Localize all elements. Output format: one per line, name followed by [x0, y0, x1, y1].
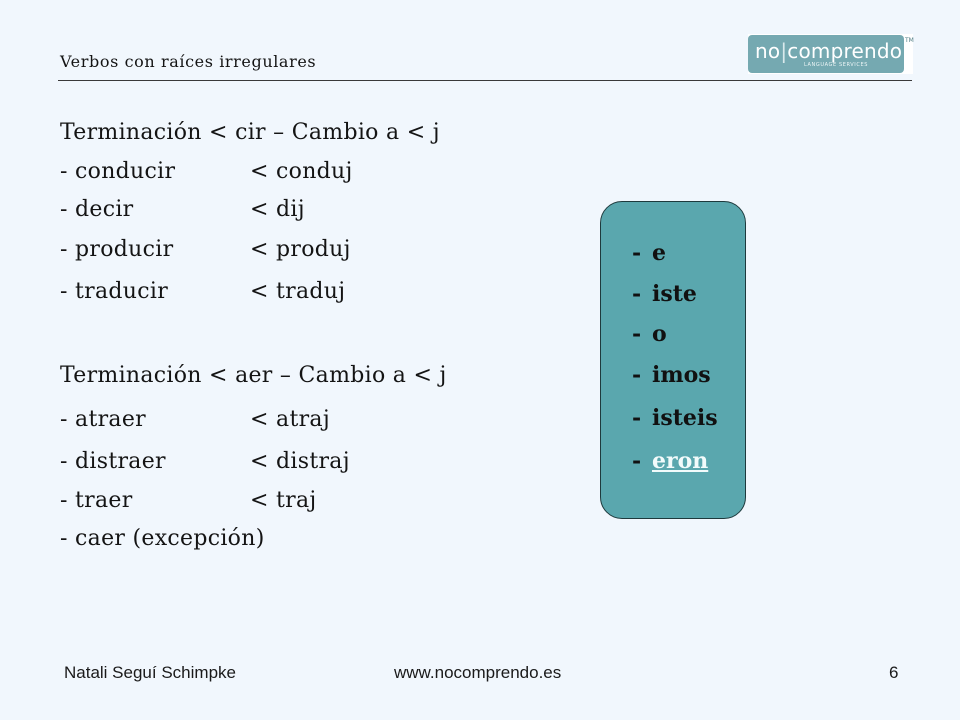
footer-website: www.nocomprendo.es — [394, 663, 562, 682]
verb-infinitive: - conducir — [60, 159, 176, 184]
verb-row — [60, 156, 460, 188]
verb-row — [60, 194, 460, 226]
verb-row — [60, 446, 460, 478]
verb-row — [60, 523, 460, 555]
verb-row — [60, 485, 460, 517]
verb-infinitive: - atraer — [60, 407, 146, 432]
verb-stem: < atraj — [250, 407, 330, 432]
verb-row — [60, 404, 460, 436]
verb-infinitive: - caer (excepción) — [60, 526, 265, 551]
footer-author: Natali Seguí Schimpke — [64, 663, 236, 682]
logo-wordmark: no|comprendo — [755, 39, 903, 63]
verb-stem: < produj — [250, 237, 351, 262]
verb-infinitive: - distraer — [60, 449, 166, 474]
ending-item: - o — [632, 321, 667, 347]
verb-stem: < conduj — [250, 159, 353, 184]
ending-item-link[interactable]: - eron — [632, 448, 709, 474]
logo-trademark: TM — [905, 37, 914, 44]
header-divider — [58, 80, 912, 81]
section-aer-heading: Terminación < aer – Cambio a < j — [60, 363, 447, 388]
verb-infinitive: - traer — [60, 488, 133, 513]
slide-title: Verbos con raíces irregulares — [60, 52, 317, 71]
verb-infinitive: - traducir — [60, 279, 169, 304]
verb-row — [60, 276, 460, 308]
verb-stem: < traj — [250, 488, 317, 513]
section-cir-heading: Terminación < cir – Cambio a < j — [60, 120, 440, 145]
logo-tagline: LANGUAGE SERVICES — [804, 62, 869, 68]
ending-item: - isteis — [632, 405, 718, 431]
verb-infinitive: - producir — [60, 237, 174, 262]
verb-stem: < distraj — [250, 449, 350, 474]
ending-item: - iste — [632, 281, 697, 307]
ending-link-text[interactable]: eron — [652, 448, 709, 474]
brand-logo — [748, 34, 913, 74]
verb-stem: < traduj — [250, 279, 346, 304]
verb-infinitive: - decir — [60, 197, 134, 222]
ending-item: - e — [632, 240, 666, 266]
ending-item: - imos — [632, 362, 711, 388]
verb-stem: < dij — [250, 197, 305, 222]
verb-row — [60, 234, 460, 266]
footer-page-number: 6 — [889, 663, 899, 682]
logo-badge — [748, 35, 904, 73]
